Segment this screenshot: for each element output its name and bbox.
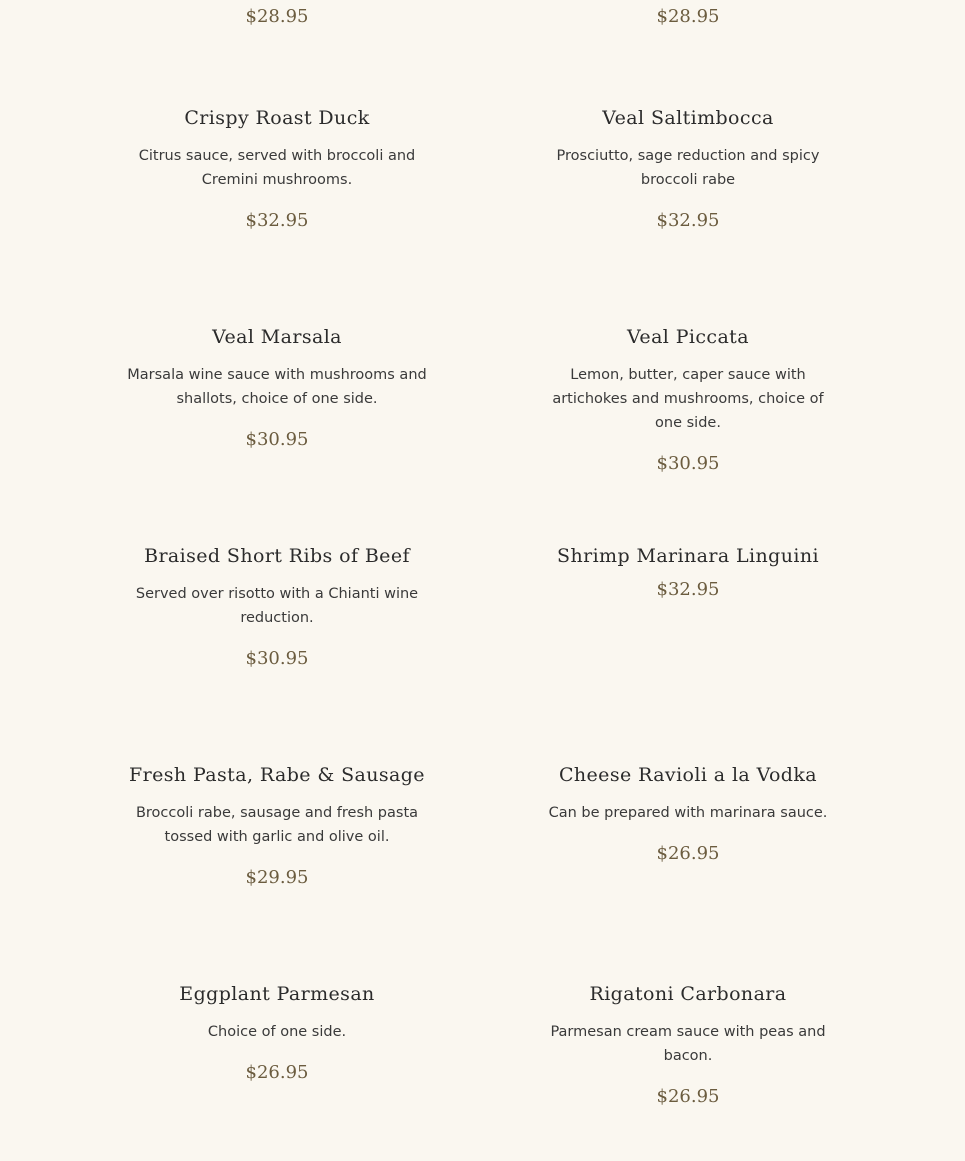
menu-item-description: Parmesan cream sauce with peas and bacon.: [550, 1024, 826, 1064]
menu-item-description: Can be prepared with marinara sauce.: [548, 805, 828, 821]
menu-item-name: Fresh Pasta, Rabe & Sausage: [129, 764, 425, 786]
menu-item-price: $29.95: [245, 867, 309, 888]
menu-item-name: Braised Short Ribs of Beef: [144, 545, 410, 567]
menu-item-braised-short-ribs: [112, 543, 442, 671]
price-text: $28.95: [245, 6, 309, 27]
menu-item-price: $32.95: [656, 210, 720, 231]
menu-item-price: $30.95: [245, 429, 309, 450]
menu-item-description: Marsala wine sauce with mushrooms and shallots, choice of one side.: [127, 367, 427, 407]
price-text: $28.95: [656, 6, 720, 27]
menu-item-name: Veal Marsala: [212, 326, 342, 348]
menu-item-veal-marsala: [112, 324, 442, 452]
menu-item-price: $26.95: [656, 843, 720, 864]
menu-item-price: $30.95: [245, 648, 309, 669]
menu-item-fresh-pasta-rabe-sausage: [112, 762, 442, 890]
menu-item-price: $32.95: [245, 210, 309, 231]
menu-item-price: $26.95: [656, 1086, 720, 1107]
menu-item-price: $26.95: [245, 1062, 309, 1083]
menu-item-name: Crispy Roast Duck: [184, 107, 370, 129]
menu-item-eggplant-parmesan: [112, 981, 442, 1085]
menu-item-cheese-ravioli-vodka: [523, 762, 853, 866]
menu-item-description: Citrus sauce, served with broccoli and Cremini mushrooms.: [138, 148, 416, 188]
menu-item-name: Rigatoni Carbonara: [589, 983, 787, 1005]
menu-item-description: Broccoli rabe, sausage and fresh pasta tossed with garlic and olive oil.: [135, 805, 419, 845]
menu-item-crispy-roast-duck: [112, 105, 442, 233]
menu-item-description: Choice of one side.: [207, 1024, 347, 1040]
menu-item-description: Lemon, butter, caper sauce with artichokes and mushrooms, choice of one side.: [552, 367, 824, 431]
menu-item-name: Shrimp Marinara Linguini: [557, 545, 819, 567]
menu-item-veal-piccata: [523, 324, 853, 476]
menu-item-description: Prosciutto, sage reduction and spicy broccoli rabe: [556, 148, 820, 188]
menu-item-price: $32.95: [656, 579, 720, 600]
menu-item-price: $30.95: [656, 453, 720, 474]
menu-item-name: Eggplant Parmesan: [179, 983, 375, 1005]
menu-item-shrimp-marinara-linguini: [523, 543, 853, 602]
menu-item-rigatoni-carbonara: [523, 981, 853, 1109]
menu-item-name: Veal Piccata: [627, 326, 749, 348]
menu-item-description: Served over risotto with a Chianti wine reduction.: [135, 586, 419, 626]
menu-item-name: Cheese Ravioli a la Vodka: [558, 764, 818, 786]
menu-item-price: [112, 5, 442, 29]
menu-item-name: Veal Saltimbocca: [602, 107, 774, 129]
menu-item-veal-saltimbocca: [523, 105, 853, 233]
menu-item-price: [523, 5, 853, 29]
